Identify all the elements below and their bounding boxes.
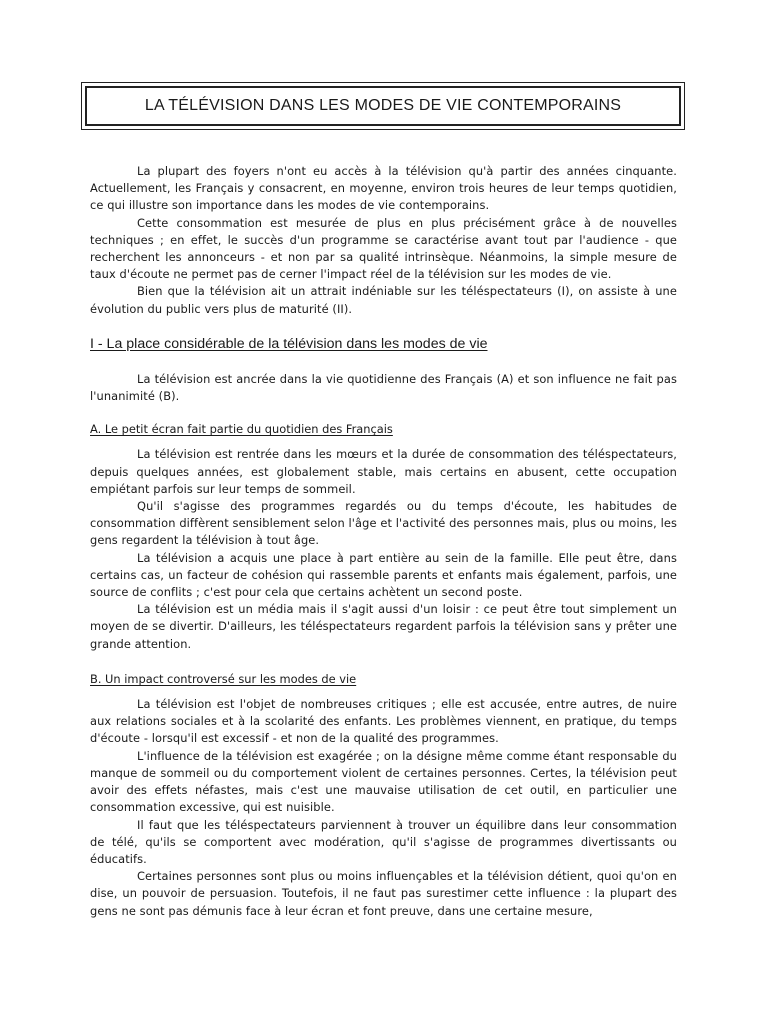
- section-a-paragraph: La télévision est un média mais il s'agit aussi d'un loisir : ce peut être tout simplement un moyen de se divertir. D'ailleurs, les téléspectateurs regardent parfois la télévision sans y prêter une grande attention.: [90, 602, 677, 651]
- section-a-paragraph: La télévision a acquis une place à part entière au sein de la famille. Elle peut être, dans certains cas, un facteur de cohésion qui rassemble parents et enfants mais également, parfois, une source de conflits ; c'est pour cela que certains achètent un second poste.: [90, 550, 677, 600]
- intro-paragraph-1: La plupart des foyers n'ont eu accès à la télévision qu'à partir des années cinquante. Actuellement, les Français y consacrent, en moyenne, environ trois heures de leur temps quotidien, ce qui illustre son importance dans les modes de vie contemporains.: [90, 164, 677, 213]
- part-1-intro: La télévision est ancrée dans la vie quotidienne des Français (A) et son influence ne fait pas l'unanimité (B).: [90, 371, 677, 404]
- intro-paragraph-3: Bien que la télévision ait un attrait indéniable sur les téléspectateurs (I), on assiste à une évolution du public vers plus de maturité (II).: [90, 284, 677, 316]
- section-b-paragraph: L'influence de la télévision est exagérée ; on la désigne même comme étant responsable du manque de sommeil ou du comportement violent de certaines personnes. Certes, la télévision peut avoir des effets néfastes, mais c'est une mauvaise utilisation de cet outil, en particulier une consommation excessive, qui est nuisible.: [90, 748, 677, 815]
- section-b-paragraph: Certaines personnes sont plus ou moins influençables et la télévision détient, quoi qu'on en dise, un pouvoir de persuasion. Toutefois, il ne faut pas surestimer cette influence : la plupart des gens ne sont pas démunis face à leur écran et font preuve, dans une certaine mesure,: [90, 869, 677, 918]
- document-body: [90, 163, 677, 920]
- section-b-paragraph: Il faut que les téléspectateurs parviennent à trouver un équilibre dans leur consommation de télé, qu'ils se comportent avec modération, qu'il s'agisse de programmes divertissants ou éducatifs.: [90, 817, 677, 866]
- part-1-heading: I - La place considérable de la télévision dans les modes de vie: [90, 335, 488, 352]
- section-a-paragraph: Qu'il s'agisse des programmes regardés ou du temps d'écoute, les habitudes de consommation diffèrent sensiblement selon l'âge et l'activité des personnes mais, plus ou moins, les gens regardent la télévision à tout âge.: [90, 499, 677, 548]
- section-a-paragraph: La télévision est rentrée dans les mœurs et la durée de consommation des téléspectateurs, depuis quelques années, est globalement stable, mais certains en abusent, cette occupation empiétant parfois sur leur temps de sommeil.: [90, 447, 677, 496]
- page-title: LA TÉLÉVISION DANS LES MODES DE VIE CONTEMPORAINS: [85, 86, 681, 126]
- section-b-heading: B. Un impact controversé sur les modes de vie: [90, 671, 357, 686]
- title-frame: [81, 82, 685, 130]
- intro-paragraph-2: Cette consommation est mesurée de plus en plus précisément grâce à de nouvelles techniques ; en effet, le succès d'un programme se caractérise avant tout par l'audience - que recherchent les annonceurs - et non par sa qualité intrinsèque. Néanmoins, la simple mesure de taux d'écoute ne permet pas de cerner l'impact réel de la télévision sur les modes de vie.: [90, 215, 677, 282]
- section-b-paragraph: La télévision est l'objet de nombreuses critiques ; elle est accusée, entre autres, de nuire aux relations sociales et à la scolarité des enfants. Les problèmes viennent, en pratique, du temps d'écoute - lorsqu'il est excessif - et non de la qualité des programmes.: [90, 697, 677, 746]
- section-a-heading: A. Le petit écran fait partie du quotidien des Français: [90, 422, 393, 437]
